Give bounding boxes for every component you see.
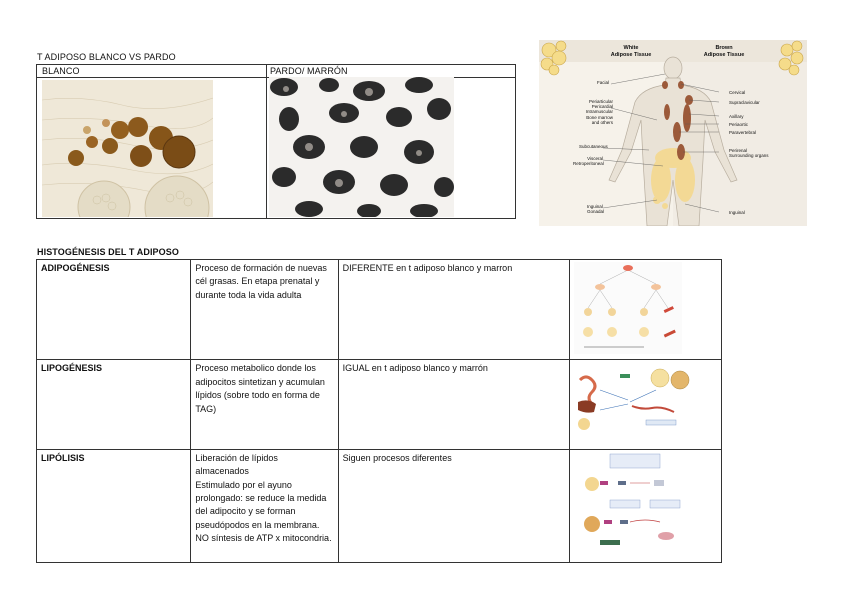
row-description: Proceso de formación de nuevas cél grasas. En etapa prenatal y durante toda la vida adulta	[191, 260, 338, 360]
right-label-cervical: Cervical	[729, 90, 746, 95]
right-label-inguinal: Inguinal	[729, 210, 745, 215]
column-header-pardo: PARDO/ MARRÓN	[270, 66, 348, 76]
column-header-blanco: BLANCO	[42, 66, 80, 76]
left-label-visceral: Visceral Retroperitoneal	[573, 156, 604, 167]
section-title-histogenesis: HISTOGÉNESIS DEL T ADIPOSO	[37, 247, 179, 257]
brown-adipose-micrograph	[269, 77, 454, 217]
right-label-supraclavicular: Supraclavicular	[729, 100, 760, 105]
table-row	[37, 260, 722, 360]
human-silhouette	[539, 40, 807, 226]
right-label-axillary: Axillary	[729, 114, 744, 119]
adipogenesis-figure-cell	[569, 260, 721, 360]
table-row	[37, 360, 722, 449]
lipogenesis-diagram	[570, 360, 720, 444]
right-label-periaortic: Periaortic	[729, 122, 749, 127]
right-label-paravertebral: Paravertebral	[729, 130, 757, 135]
left-label-periarticular: Periarticular Pericardial Intramuscular Bone marrow and others	[585, 99, 613, 125]
row-description: Liberación de lípidos almacenados Estimulado por el ayuno prolongado: se reduce la medida del adipocito y se forman pseudópodos en la membrana. NO síntesis de ATP x mitocondria.	[191, 449, 338, 562]
adipose-distribution-diagram	[539, 40, 807, 226]
lipolysis-diagram	[570, 450, 720, 558]
row-name-lipolysis: LIPÓLISIS	[37, 449, 191, 562]
adipogenesis-diagram	[570, 260, 720, 355]
lipolysis-figure-cell	[569, 449, 721, 562]
histogenesis-table	[36, 259, 722, 563]
row-name-lipogenesis: LIPOGÉNESIS	[37, 360, 191, 449]
section-title-adipose-comparison: T ADIPOSO BLANCO VS PARDO	[37, 52, 176, 62]
white-adipose-heading: White Adipose Tissue	[610, 45, 652, 58]
right-label-perirenal: Perirenal Surrounding organs	[729, 148, 769, 159]
row-name-adipogenesis: ADIPOGÉNESIS	[37, 260, 191, 360]
white-adipose-micrograph	[42, 80, 213, 217]
left-label-subcutaneous: Subcutaneous	[579, 144, 608, 149]
row-comparison: DIFERENTE en t adiposo blanco y marron	[338, 260, 569, 360]
left-label-inguinal-gonadal: Inguinal Gonadal	[587, 204, 605, 215]
row-description: Proceso metabolico donde los adipocitos sintetizan y acumulan lípidos (sobre todo en forma de TAG)	[191, 360, 338, 449]
comparison-table	[36, 64, 516, 219]
row-comparison: Siguen procesos diferentes	[338, 449, 569, 562]
left-label-facial: Facial	[597, 80, 610, 85]
table-row	[37, 449, 722, 562]
row-comparison: IGUAL en t adiposo blanco y marrón	[338, 360, 569, 449]
brown-adipose-heading: Brown Adipose Tissue	[703, 45, 745, 58]
lipogenesis-figure-cell	[569, 360, 721, 449]
